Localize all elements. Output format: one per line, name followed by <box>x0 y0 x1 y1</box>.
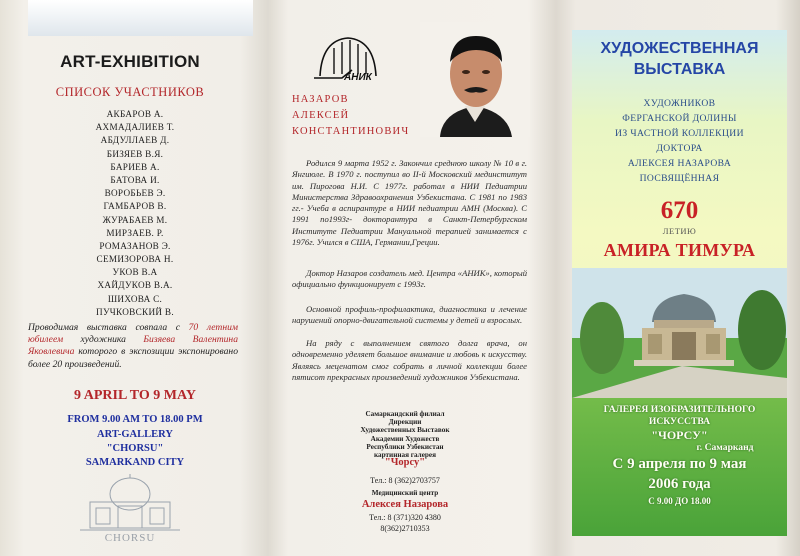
participants-heading: СПИСОК УЧАСТНИКОВ <box>55 85 205 99</box>
top-band <box>28 0 253 36</box>
amir-timur-title: АМИРА ТИМУРА <box>603 240 756 260</box>
artist-name-highlight: Бизяева Валентина Яковлевича <box>28 334 238 358</box>
cover-line: АЛЕКСЕЯ НАЗАРОВА <box>627 158 732 169</box>
list-item: ЖУРАБАЕВ М. <box>102 214 168 225</box>
list-item: ГАМБАРОВ В. <box>103 201 167 212</box>
list-item: МИРЗАЕВ. Р. <box>106 227 164 238</box>
para-text: художника <box>63 334 144 346</box>
list-item: УКОВ В.А <box>112 267 158 278</box>
exhibition-dates: 9 APRIL TO 9 MAY <box>74 388 196 403</box>
bio-paragraph: Родился 9 марта 1952 г. Закончил среднюю школу № 10 в г. Янгиюле. В 1970 г. поступил во II-й Московский мединститут им. Пирогова Н.И. С 1977г. работал в НИИ Педиатрии Министерства Здравоохранения Узбекистана. С 1981 по 1983 гг.- Учеба в аспирантуре в НИИ педиатрии АМН (Москва). С 1991 по1993г- докторантура в Санкт-Петербургском Институте Педиатрии Мануальной терапией занимается с 1976г. Учился в США, Германии,Греции. <box>292 158 527 248</box>
opening-hours: FROM 9.00 AM TO 18.00 PM <box>67 414 203 425</box>
list-item: АХМАДАЛИЕВ Т. <box>95 122 175 133</box>
org-line: Самаркандский филиал <box>365 410 445 418</box>
list-item: СЕМИЗОРОВА Н. <box>96 254 174 265</box>
portrait-photo <box>420 22 530 137</box>
middle-panel <box>270 0 545 556</box>
list-item: РОМАЗАНОВ Э. <box>99 240 171 251</box>
cover-dates: С 9 апреля по 9 мая <box>612 456 747 472</box>
mausoleum-photo <box>572 268 787 398</box>
anniversary-label: ЛЕТИЮ <box>662 226 697 236</box>
bio-paragraph-profile: Основной профиль-профилактика, диагностика и лечение нарушений опорно-двигательной системы у детей и взрослых. <box>292 304 527 326</box>
cover-gallery-line-2: ИСКУССТВА <box>648 416 711 427</box>
org-line: Республики Узбекистан <box>366 442 444 451</box>
gallery-city: SAMARKAND CITY <box>85 457 185 468</box>
para-text: которого в экспозиции экспонировано более 20 произведений. <box>28 346 238 370</box>
anik-logo-text: АНИК <box>344 72 372 83</box>
list-item: ШИХОВА С. <box>107 293 163 304</box>
para-text: Проводимая выставка совпала с <box>28 322 189 333</box>
org-line: Дирекции <box>388 418 422 427</box>
cover-line: ИЗ ЧАСТНОЙ КОЛЛЕКЦИИ <box>615 128 744 139</box>
organizer-block <box>330 410 480 467</box>
medical-phone-1: Тел.: 8 (371)320 4380 <box>369 513 441 522</box>
list-item: БАТОВА И. <box>110 174 160 185</box>
cover-year: 2006 года <box>648 476 711 492</box>
medical-center-label: Медицинский центр <box>371 489 439 497</box>
cover-gallery-line-1: ГАЛЕРЕЯ ИЗОБРАЗИТЕЛЬНОГО <box>603 404 756 415</box>
org-line: Художественных Выставок <box>360 426 450 435</box>
list-item: АКБАРОВ А. <box>106 109 164 119</box>
exhibition-title: ART-EXHIBITION <box>60 52 200 71</box>
patronymic: КОНСТАНТИНОВИЧ <box>292 126 410 137</box>
participants-list <box>60 108 210 319</box>
cover-city: г. Самарканд <box>696 442 754 453</box>
list-item: БИЗЯЕВ В.Я. <box>106 148 164 159</box>
surname: НАЗАРОВ <box>292 94 349 105</box>
bio-paragraph-center: Доктор Назаров создатель мед. Центра «АНИК», который официально функционирует с 1993г. <box>292 268 527 290</box>
left-panel <box>0 0 255 556</box>
org-line: Академии Художеств <box>370 434 440 443</box>
bio-paragraph-patron: На ряду с выполнением святого долга врача, он одновременно уделяет большое внимание и любовь к искусству. Являясь меценатом смог собрать в личной коллекции более пятисот прекрасных произведений художников Узбекистана. <box>292 338 527 382</box>
gallery-name: "CHORSU" <box>106 443 164 454</box>
list-item: БАРИЕВ А. <box>110 161 160 172</box>
gallery-line: ART-GALLERY <box>97 429 173 440</box>
first-name: АЛЕКСЕЙ <box>292 110 350 121</box>
anniversary-number: 670 <box>660 197 699 224</box>
cover-gallery-name: "ЧОРСУ" <box>651 428 708 442</box>
cover-hours: С 9.00 ДО 18.00 <box>648 496 711 506</box>
cover-title-line-2: ВЫСТАВКА <box>633 61 726 78</box>
cover-line: ФЕРГАНСКОЙ ДОЛИНЫ <box>622 113 737 124</box>
cover-title-line-1: ХУДОЖЕСТВЕННАЯ <box>600 40 759 57</box>
list-item: ХАЙДУКОВ В.А. <box>97 280 173 291</box>
jubilee-paragraph <box>28 322 238 371</box>
org-line: картинная галерея <box>374 451 436 460</box>
medical-phone-2: 8(362)2710353 <box>380 524 430 533</box>
list-item: АБДУЛЛАЕВ Д. <box>100 135 170 146</box>
cover-line: ПОСВЯЩЁННАЯ <box>639 173 720 184</box>
right-panel <box>560 0 800 556</box>
list-item: ПУЧКОВСКИЙ В. <box>96 306 174 317</box>
chorsu-wordmark: CHORSU <box>104 532 156 544</box>
medical-center-name: Алексея Назарова <box>361 499 449 510</box>
cover-line: ДОКТОРА <box>656 143 703 154</box>
chorsu-building-icon <box>70 472 190 534</box>
org-gallery-name: "Чорсу" <box>384 457 426 469</box>
cover-line: ХУДОЖНИКОВ <box>643 98 716 109</box>
gallery-phone: Тел.: 8 (362)2703757 <box>370 476 440 485</box>
jubilee-highlight: 70 летним юбилеем <box>28 322 238 346</box>
list-item: ВОРОБЬЕВ Э. <box>104 188 166 199</box>
